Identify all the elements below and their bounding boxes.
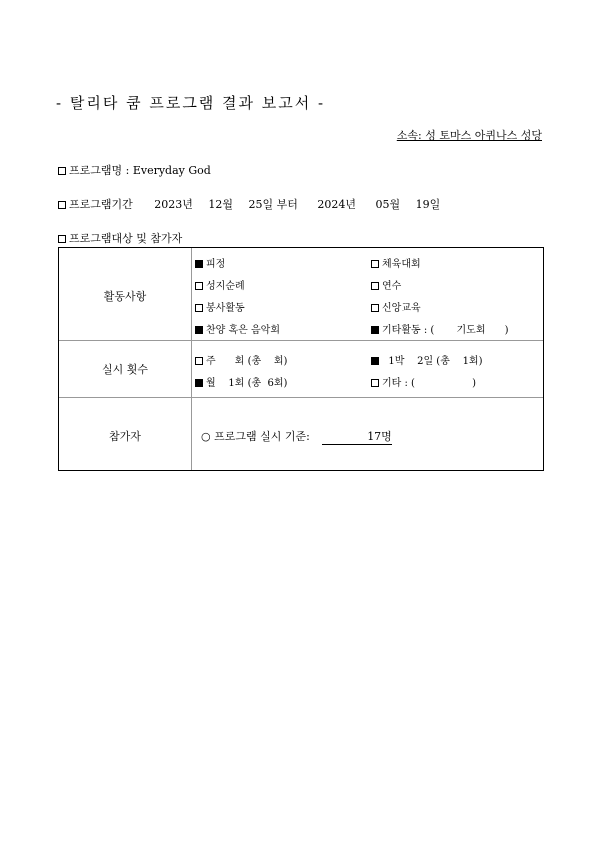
checkbox-item[interactable]: [371, 352, 483, 367]
result-table: [58, 247, 544, 471]
checkbox-label: 피정: [206, 259, 226, 270]
checkbox-label: 주 회 (총 회): [206, 356, 288, 367]
program-name: 프로그램명 : Everyday God: [69, 164, 211, 177]
frequency-row: [59, 340, 543, 398]
checkbox-item[interactable]: [371, 374, 476, 389]
end-year: 2024년: [317, 198, 357, 211]
checkbox-label: 성지순례: [206, 281, 245, 292]
checkbox-label: 봉사활동: [206, 303, 245, 314]
participants-label: 참가자: [109, 430, 141, 443]
column-divider: [191, 248, 192, 340]
checkbox-item[interactable]: [195, 374, 287, 389]
checkbox-label: 체육대회: [382, 259, 421, 270]
checked-box-icon[interactable]: [371, 357, 379, 365]
program-period-label: 프로그램기간: [69, 198, 133, 211]
document-title: - 탈리타 쿰 프로그램 결과 보고서 -: [56, 94, 326, 112]
checked-box-icon[interactable]: [371, 326, 379, 334]
affiliation: 소속: 성 토마스 아퀴나스 성당: [396, 129, 542, 142]
criterion-value: 17명: [322, 428, 392, 445]
start-month: 12월: [208, 198, 234, 211]
unchecked-box-icon[interactable]: [371, 304, 379, 312]
unchecked-box-icon[interactable]: [371, 282, 379, 290]
program-period-line: [58, 196, 440, 212]
checkbox-item[interactable]: [195, 299, 245, 314]
checked-box-icon[interactable]: [195, 326, 203, 334]
criterion-prefix: ○ 프로그램 실시 기준:: [201, 430, 310, 443]
checkbox-label: 기타 : ( ): [382, 378, 477, 389]
checkbox-label: 기타활동 : ( 기도회 ): [382, 325, 509, 336]
checkbox-label: 1박 2일 (총 1회): [382, 356, 483, 367]
column-divider: [191, 397, 192, 470]
checkbox-item[interactable]: [195, 255, 225, 270]
unchecked-box-icon[interactable]: [195, 304, 203, 312]
end-month: 05월: [375, 198, 401, 211]
checkbox-icon: [58, 167, 66, 175]
checkbox-label: 월 1회 (총 6회): [206, 378, 288, 389]
participants-criterion: [201, 428, 392, 445]
target-header-line: [58, 230, 182, 246]
checkbox-item[interactable]: [371, 321, 508, 336]
unchecked-box-icon[interactable]: [195, 357, 203, 365]
start-year: 2023년: [154, 198, 193, 211]
column-divider: [191, 340, 192, 397]
activities-label: 활동사항: [103, 290, 147, 303]
unchecked-box-icon[interactable]: [371, 260, 379, 268]
unchecked-box-icon[interactable]: [371, 379, 379, 387]
unchecked-box-icon[interactable]: [195, 282, 203, 290]
program-name-line: [58, 162, 211, 178]
checkbox-item[interactable]: [195, 277, 245, 292]
checkbox-label: 연수: [382, 281, 402, 292]
checked-box-icon[interactable]: [195, 260, 203, 268]
frequency-label: 실시 횟수: [101, 363, 148, 376]
participants-row: [59, 397, 543, 470]
checkbox-item[interactable]: [371, 299, 421, 314]
checkbox-label: 신앙교육: [382, 303, 421, 314]
checkbox-item[interactable]: [371, 255, 421, 270]
checkbox-item[interactable]: [371, 277, 401, 292]
checked-box-icon[interactable]: [195, 379, 203, 387]
end-day: 19일: [415, 198, 441, 211]
start-day: 25일 부터: [248, 198, 298, 211]
checkbox-item[interactable]: [195, 321, 280, 336]
activities-row: [59, 248, 543, 341]
checkbox-item[interactable]: [195, 352, 287, 367]
target-header: 프로그램대상 및 참가자: [69, 232, 183, 245]
checkbox-icon: [58, 201, 66, 209]
checkbox-icon: [58, 235, 66, 243]
checkbox-label: 찬양 혹은 음악회: [206, 325, 280, 336]
